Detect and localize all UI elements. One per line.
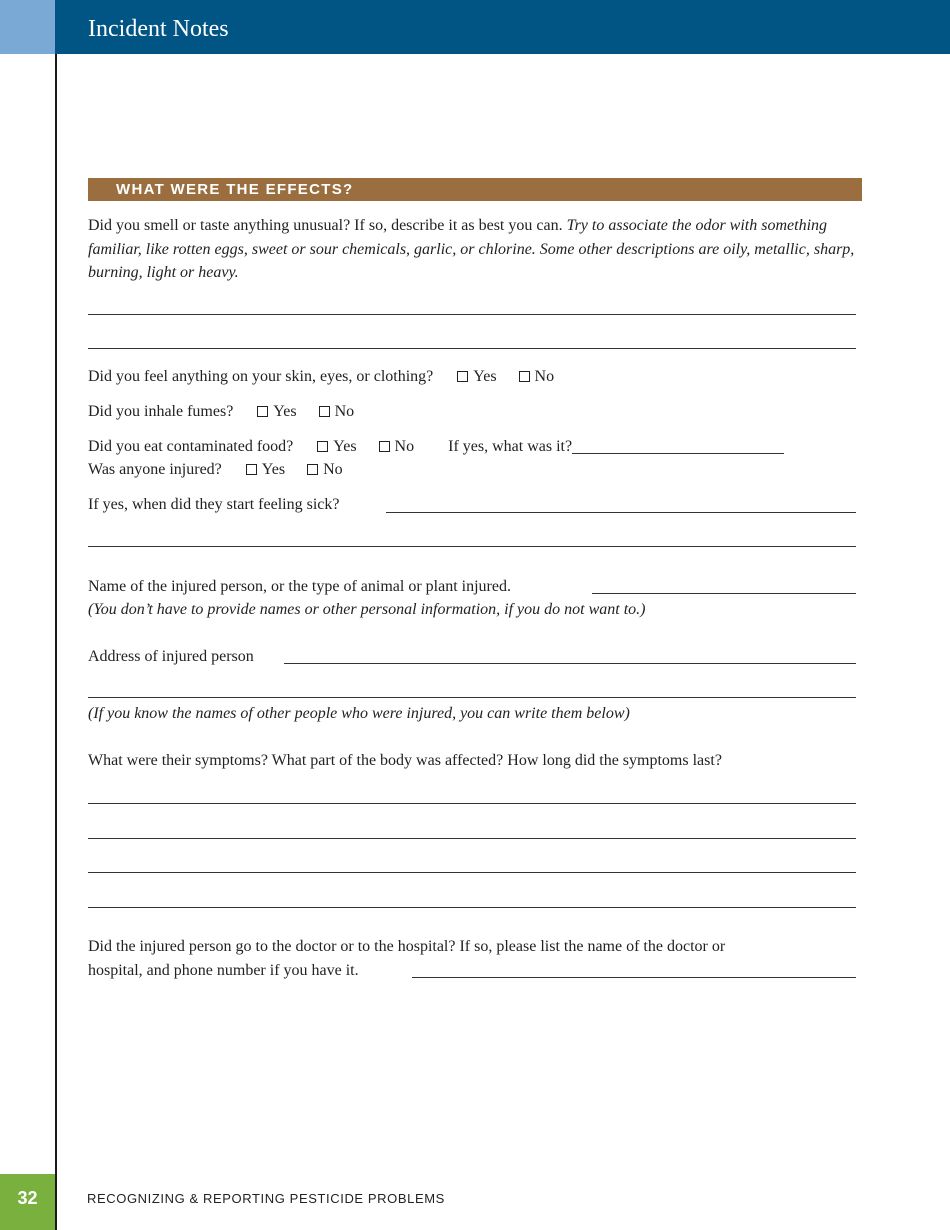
food-no-checkbox[interactable] (379, 441, 390, 452)
answer-line-symptoms-1[interactable] (88, 803, 856, 804)
answer-line-symptoms-3[interactable] (88, 872, 856, 873)
answer-line-smell-1[interactable] (88, 314, 856, 315)
injured-yes-option[interactable] (246, 458, 285, 482)
footer-title: RECOGNIZING & REPORTING PESTICIDE PROBLEMS (87, 1191, 445, 1206)
question-doctor-line1: Did the injured person go to the doctor or to the hospital? If so, please list the name of the doctor or (88, 938, 726, 955)
answer-line-smell-2[interactable] (88, 348, 856, 349)
injured-no-label: No (323, 461, 343, 478)
question-smell-text: Did you smell or taste anything unusual? If so, describe it as best you can. (88, 217, 563, 234)
question-smell-hint: Try to associate the odor with something familiar, like rotten eggs, sweet or sour chemicals, garlic, or chlorine. Some other descriptions are oily, metallic, sharp, burning, light or heavy. (88, 217, 855, 281)
skin-yes-checkbox[interactable] (457, 371, 468, 382)
food-answer-line[interactable] (572, 436, 784, 454)
question-food-row (88, 435, 784, 459)
page-number: 32 (0, 1174, 55, 1230)
injured-no-option[interactable] (307, 458, 343, 482)
fumes-yes-option[interactable] (257, 400, 296, 424)
question-injured: Was anyone injured? (88, 461, 222, 478)
fumes-no-label: No (334, 403, 355, 420)
margin-rule (55, 54, 57, 1230)
question-name-note: (You don’t have to provide names or other personal information, if you do not want to.) (88, 601, 646, 618)
food-yes-label: Yes (333, 438, 357, 455)
question-others-note: (If you know the names of other people who were injured, you can write them below) (88, 705, 630, 722)
question-smell (88, 214, 864, 285)
question-fumes: Did you inhale fumes? (88, 403, 234, 420)
question-symptoms: What were their symptoms? What part of the body was affected? How long did the symptoms last? (88, 752, 722, 769)
answer-line-symptoms-4[interactable] (88, 907, 856, 908)
question-skin: Did you feel anything on your skin, eyes, or clothing? (88, 368, 434, 385)
skin-yes-label: Yes (473, 368, 497, 385)
answer-line-address-1[interactable] (284, 663, 856, 664)
question-name: Name of the injured person, or the type of animal or plant injured. (88, 578, 511, 595)
fumes-yes-checkbox[interactable] (257, 406, 268, 417)
answer-line-doctor[interactable] (412, 977, 856, 978)
header-accent (0, 0, 55, 54)
injured-yes-label: Yes (261, 461, 286, 478)
fumes-no-checkbox[interactable] (319, 406, 330, 417)
food-no-option[interactable] (379, 435, 415, 459)
section-heading: WHAT WERE THE EFFECTS? (88, 178, 862, 201)
answer-line-sick-2[interactable] (88, 546, 856, 547)
injured-yes-checkbox[interactable] (246, 464, 257, 475)
question-food-followup: If yes, what was it? (448, 438, 573, 455)
question-skin-row (88, 365, 554, 389)
question-injured-row (88, 458, 343, 482)
question-food: Did you eat contaminated food? (88, 438, 294, 455)
food-yes-checkbox[interactable] (317, 441, 328, 452)
question-doctor-line2: hospital, and phone number if you have it. (88, 962, 359, 979)
skin-no-option[interactable] (519, 365, 555, 389)
answer-line-symptoms-2[interactable] (88, 838, 856, 839)
fumes-no-option[interactable] (319, 400, 355, 424)
injured-no-checkbox[interactable] (307, 464, 318, 475)
question-fumes-row (88, 400, 354, 424)
question-sick: If yes, when did they start feeling sick? (88, 496, 340, 513)
page-title: Incident Notes (88, 16, 229, 42)
question-address: Address of injured person (88, 648, 254, 665)
skin-no-label: No (534, 368, 555, 385)
skin-yes-option[interactable] (457, 365, 496, 389)
food-yes-option[interactable] (317, 435, 356, 459)
skin-no-checkbox[interactable] (519, 371, 530, 382)
answer-line-sick-1[interactable] (386, 512, 856, 513)
food-no-label: No (394, 438, 415, 455)
answer-line-address-2[interactable] (88, 697, 856, 698)
fumes-yes-label: Yes (273, 403, 297, 420)
answer-line-name[interactable] (592, 593, 856, 594)
